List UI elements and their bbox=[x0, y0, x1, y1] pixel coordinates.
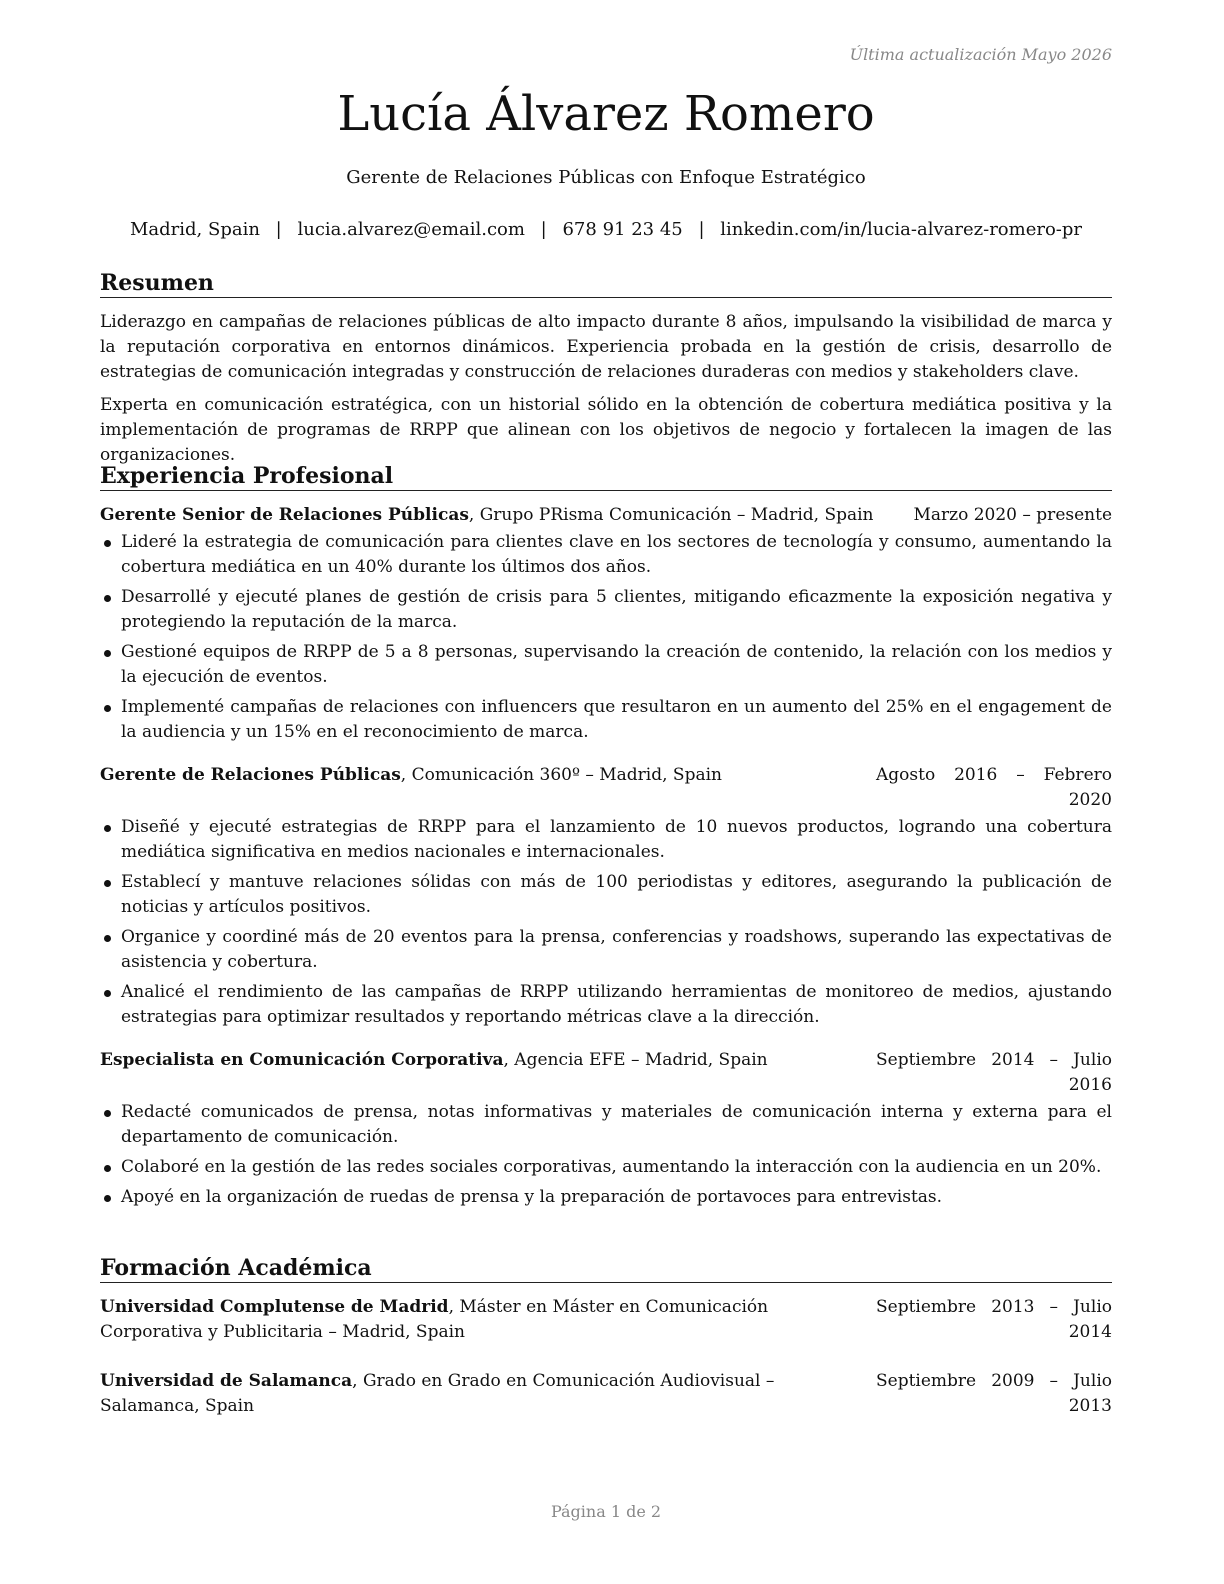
contact-phone: 678 91 23 45 bbox=[562, 219, 683, 240]
contact-location: Madrid, Spain bbox=[129, 219, 260, 240]
contact-separator: | bbox=[275, 219, 282, 240]
last-updated: Última actualización Mayo 2026 bbox=[849, 45, 1112, 64]
education-school: Universidad Complutense de Madrid bbox=[100, 1297, 449, 1318]
summary-section bbox=[100, 271, 1112, 476]
summary-paragraph: Liderazgo en campañas de relaciones públicas de alto impacto durante 8 años, impulsando la visibilidad de marca y la reputación corporativa en entornos dinámicos. Experiencia probada en la gestión de crisis, desarrollo de estrategias de comunicación integradas y construcción de relaciones duraderas con medios y stakeholders clave. bbox=[100, 312, 1112, 383]
education-dates: Septiembre 2013 – Julio 2014 bbox=[876, 1297, 1112, 1343]
list-item: Diseñé y ejecuté estrategias de RRPP para el lanzamiento de 10 nuevos productos, logrando una cobertura mediática significativa en medios nacionales e internacionales. bbox=[100, 815, 1112, 865]
education-dates: Septiembre 2009 – Julio 2013 bbox=[876, 1371, 1112, 1417]
contact-line bbox=[100, 219, 1112, 240]
candidate-headline: Gerente de Relaciones Públicas con Enfoque Estratégico bbox=[346, 167, 866, 188]
job-company: , Grupo PRisma Comunicación – Madrid, Spain bbox=[468, 505, 874, 526]
section-title-education: Formación Académica bbox=[100, 1256, 1112, 1283]
list-item: Colaboré en la gestión de las redes sociales corporativas, aumentando la interacción con la audiencia en un 20%. bbox=[100, 1155, 1112, 1180]
job-bullets bbox=[100, 1100, 1112, 1210]
list-item: Gestioné equipos de RRPP de 5 a 8 personas, supervisando la creación de contenido, la relación con los medios y la ejecución de eventos. bbox=[100, 640, 1112, 690]
job-entry bbox=[100, 763, 1112, 1030]
education-entry bbox=[100, 1295, 1112, 1345]
contact-email[interactable]: lucia.alvarez@email.com bbox=[297, 219, 525, 240]
page-number: Página 1 de 2 bbox=[550, 1502, 662, 1521]
summary-paragraph: Experta en comunicación estratégica, con un historial sólido en la obtención de cobertura mediática positiva y la implementación de programas de RRPP que alinean con los objetivos de negocio y fortalecen la imagen de las organizaciones. bbox=[100, 395, 1112, 466]
job-role: Gerente Senior de Relaciones Públicas bbox=[100, 505, 469, 526]
job-entry bbox=[100, 503, 1112, 745]
education-entry bbox=[100, 1369, 1112, 1419]
contact-separator: | bbox=[540, 219, 547, 240]
list-item: Redacté comunicados de prensa, notas informativas y materiales de comunicación interna y externa para el departamento de comunicación. bbox=[100, 1100, 1112, 1150]
job-dates: Agosto 2016 – Febrero 2020 bbox=[876, 765, 1112, 811]
contact-separator: | bbox=[698, 219, 705, 240]
job-company: , Agencia EFE – Madrid, Spain bbox=[503, 1050, 768, 1071]
job-company: , Comunicación 360º – Madrid, Spain bbox=[400, 765, 722, 786]
experience-section bbox=[100, 464, 1112, 1215]
job-header bbox=[100, 1048, 1112, 1098]
education-detail: , Grado en Grado en Comunicación Audiovisual – Salamanca, Spain bbox=[100, 1371, 775, 1417]
list-item: Organice y coordiné más de 20 eventos para la prensa, conferencias y roadshows, superando las expectativas de asistencia y cobertura. bbox=[100, 925, 1112, 975]
job-header bbox=[100, 763, 1112, 813]
job-role: Especialista en Comunicación Corporativa bbox=[100, 1050, 504, 1071]
list-item: Desarrollé y ejecuté planes de gestión de crisis para 5 clientes, mitigando eficazmente la exposición negativa y protegiendo la reputación de la marca. bbox=[100, 585, 1112, 635]
job-dates: Marzo 2020 – presente bbox=[913, 505, 1112, 526]
list-item: Implementé campañas de relaciones con influencers que resultaron en un aumento del 25% en el engagement de la audiencia y un 15% en el reconocimiento de marca. bbox=[100, 695, 1112, 745]
list-item: Analicé el rendimiento de las campañas de RRPP utilizando herramientas de monitoreo de medios, ajustando estrategias para optimizar resultados y reportando métricas clave a la dirección. bbox=[100, 980, 1112, 1030]
job-bullets bbox=[100, 530, 1112, 745]
candidate-name: Lucía Álvarez Romero bbox=[337, 86, 875, 142]
list-item: Lideré la estrategia de comunicación para clientes clave en los sectores de tecnología y consumo, aumentando la cobertura mediática en un 40% durante los últimos dos años. bbox=[100, 530, 1112, 580]
job-entry bbox=[100, 1048, 1112, 1210]
education-detail: , Máster en Máster en Comunicación Corporativa y Publicitaria – Madrid, Spain bbox=[100, 1297, 769, 1343]
job-header bbox=[100, 503, 1112, 528]
education-section bbox=[100, 1256, 1112, 1419]
contact-linkedin[interactable]: linkedin.com/in/lucia-alvarez-romero-pr bbox=[720, 219, 1083, 240]
section-title-summary: Resumen bbox=[100, 271, 1112, 298]
job-role: Gerente de Relaciones Públicas bbox=[100, 765, 401, 786]
job-dates: Septiembre 2014 – Julio 2016 bbox=[876, 1050, 1112, 1096]
job-bullets bbox=[100, 815, 1112, 1030]
list-item: Establecí y mantuve relaciones sólidas con más de 100 periodistas y editores, asegurando la publicación de noticias y artículos positivos. bbox=[100, 870, 1112, 920]
section-title-experience: Experiencia Profesional bbox=[100, 464, 1112, 491]
list-item: Apoyé en la organización de ruedas de prensa y la preparación de portavoces para entrevistas. bbox=[100, 1185, 1112, 1210]
education-school: Universidad de Salamanca bbox=[100, 1371, 353, 1392]
